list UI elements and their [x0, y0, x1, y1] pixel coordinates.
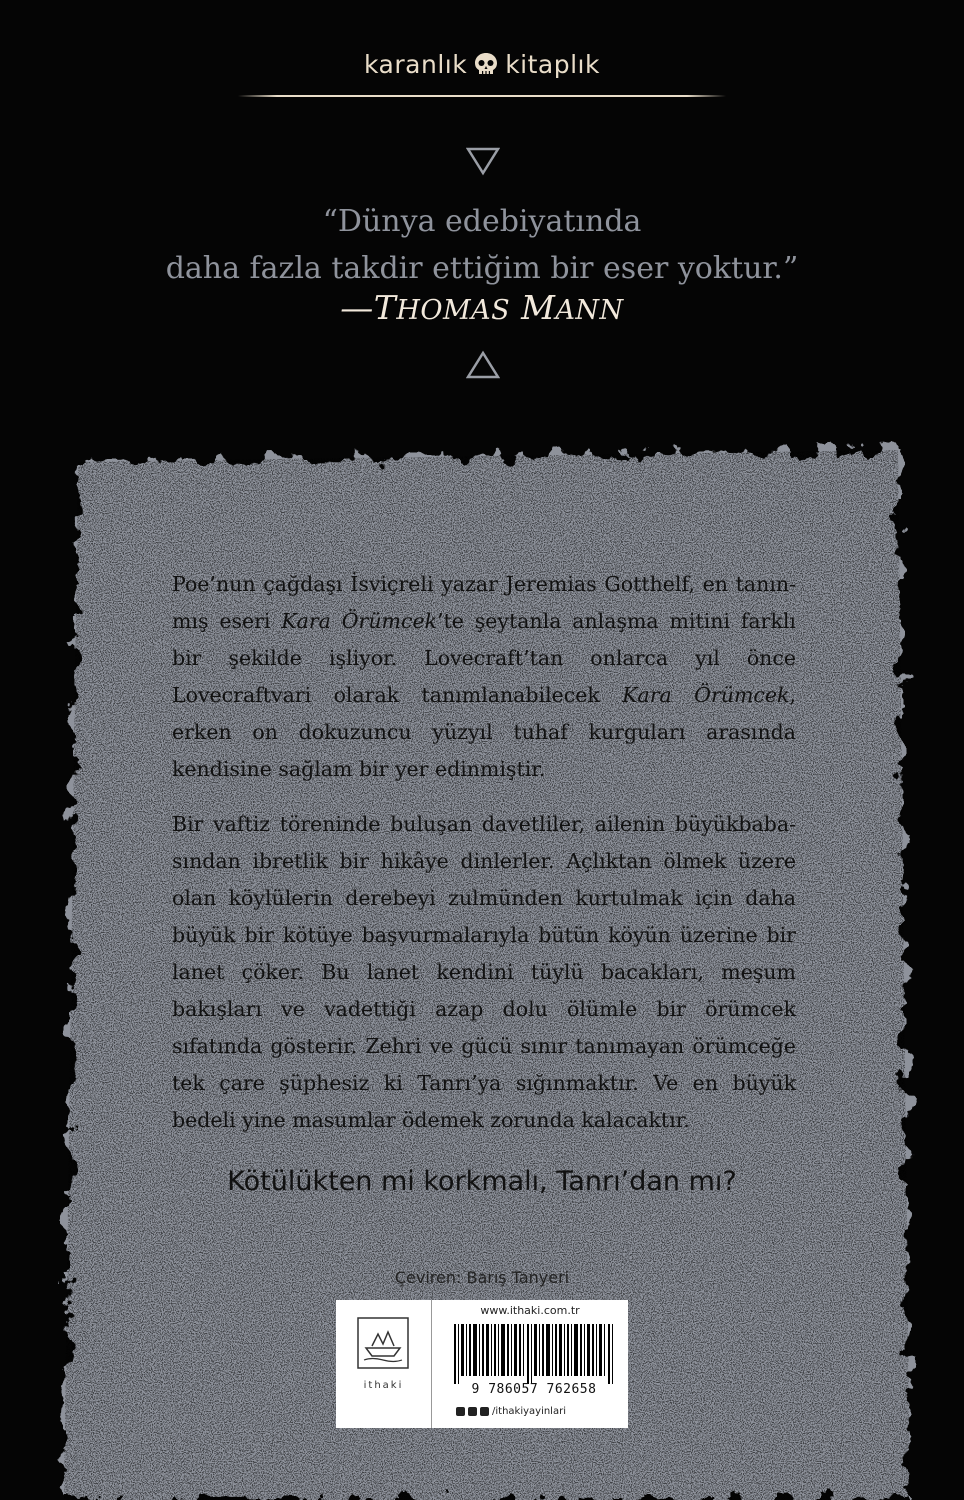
barcode-panel — [336, 1300, 628, 1428]
isbn-number: 9 786057 762658 — [471, 1382, 597, 1397]
quote-author — [0, 288, 964, 327]
publisher-website: www.ithaki.com.tr — [480, 1304, 580, 1317]
translator-credit: Çeviren: Barış Tanyeri — [394, 1268, 570, 1287]
twitter-icon — [480, 1407, 489, 1416]
series-name-left: karanlık — [364, 50, 468, 79]
ship-icon — [336, 1300, 431, 1380]
divider-rule — [238, 95, 726, 97]
facebook-icon — [468, 1407, 477, 1416]
skull-icon — [473, 51, 499, 77]
publisher-logo — [336, 1300, 432, 1428]
book-title-italic: Kara Örümcek — [281, 609, 438, 633]
quote-line-1: “Dünya edebiyatında — [322, 204, 642, 239]
author-first-initial: T — [373, 288, 397, 327]
description-paragraph-1 — [172, 566, 796, 788]
tagline: Kötülükten mi korkmalı, Tanrı’dan mı? — [227, 1166, 737, 1197]
triangle-down-icon — [466, 146, 500, 176]
series-logo — [0, 50, 964, 79]
p1-text-a: Poe’nun çağdaşı İsviçreli yazar Jeremias Gotthelf, en tanınmış eseri — [172, 572, 796, 633]
p1-text-b: ’te şeytanla anlaşma mitini farklı bir şekilde işliyor. Lovecraft’tan onlarca yıl önce Lovecraftvari olarak tanımlanabilecek — [172, 609, 796, 707]
p1-text-c: , erken on dokuzuncu yüzyıl tuhaf kurguları arasında kendisine sağlam bir yer edinmiştir. — [172, 683, 796, 781]
publisher-name: ithaki — [363, 1380, 404, 1391]
triangle-up-icon — [466, 350, 500, 380]
author-last-rest: ANN — [555, 295, 624, 326]
social-handle: /ithakiyayinlari — [492, 1406, 566, 1417]
series-name-right: kitaplık — [505, 50, 600, 79]
book-title-italic: Kara Örümcek — [622, 683, 790, 707]
barcode — [454, 1324, 616, 1384]
author-first-rest: HOMAS — [396, 295, 511, 326]
quote-line-2: daha fazla takdir ettiğim bir eser yoktur.” — [165, 251, 799, 286]
blurb-quote — [0, 198, 964, 292]
author-dash: — — [340, 288, 374, 327]
instagram-icon — [456, 1407, 465, 1416]
description-paragraph-2: Bir vaftiz töreninde buluşan davetliler, ailenin büyükbabasından ibretlik bir hikâye dinlerler. Açlıktan ölmek üzere olan köylülerin derebeyi zulmünden kurtulmak için daha büyük bir kötüye başvurmalarıyla bütün köyün üzerine bir lanet çöker. Bu lanet kendini tüylü bacakları, meşum bakışları ve vadettiği azap dolu ölümle bir örümcek sıfatında gösterir. Zehri ve gücü sınır tanımayan örümceğe tek çare şüphesiz ki Tanrı’ya sığınmaktır. Ve en büyük bedeli yine masumlar ödemek zorunda kalacaktır. — [172, 812, 796, 1132]
social-links — [456, 1406, 566, 1417]
author-last-initial: M — [521, 288, 556, 327]
